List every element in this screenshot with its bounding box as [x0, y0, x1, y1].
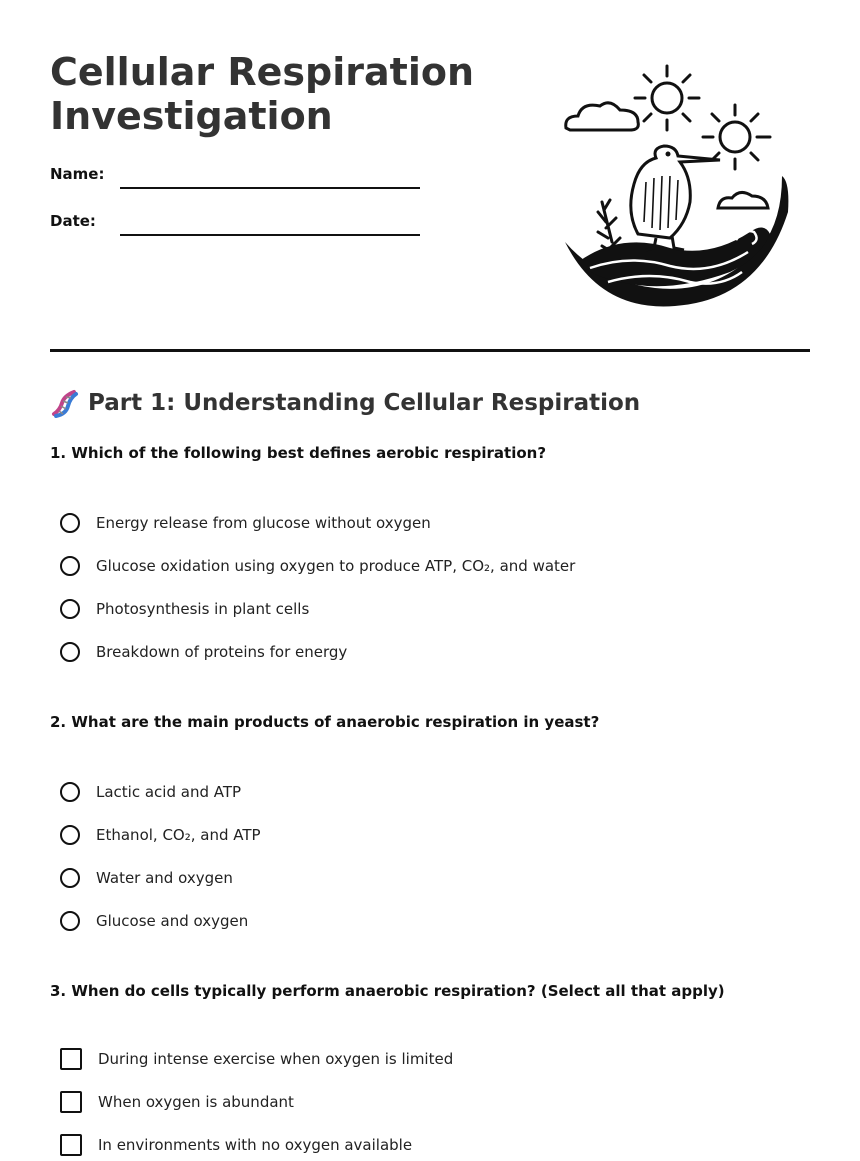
q1-option-1[interactable]	[60, 511, 431, 535]
radio-button[interactable]	[60, 642, 80, 662]
page-title	[50, 50, 490, 138]
section-divider	[50, 349, 810, 352]
question-3-text: 3. When do cells typically perform anaerobic respiration? (Select all that apply)	[50, 982, 725, 1000]
radio-button[interactable]	[60, 513, 80, 533]
name-field[interactable]	[120, 187, 420, 189]
radio-button[interactable]	[60, 556, 80, 576]
radio-button[interactable]	[60, 782, 80, 802]
option-label: Water and oxygen	[96, 869, 233, 887]
section-title-part-1	[50, 388, 640, 418]
q1-option-2[interactable]	[60, 554, 575, 578]
option-label: During intense exercise when oxygen is limited	[98, 1050, 454, 1068]
checkbox[interactable]	[60, 1134, 82, 1156]
section-title-text: Part 1: Understanding Cellular Respiration	[88, 390, 641, 416]
radio-button[interactable]	[60, 868, 80, 888]
option-label: Energy release from glucose without oxygen	[96, 514, 431, 532]
option-label: Glucose oxidation using oxygen to produce ATP, CO₂, and water	[96, 557, 576, 575]
checkbox[interactable]	[60, 1091, 82, 1113]
q1-option-4[interactable]	[60, 640, 347, 664]
q2-option-2[interactable]	[60, 823, 261, 847]
radio-button[interactable]	[60, 911, 80, 931]
q2-option-1[interactable]	[60, 780, 241, 804]
checkbox[interactable]	[60, 1048, 82, 1070]
q3-option-1[interactable]	[60, 1047, 453, 1071]
radio-button[interactable]	[60, 599, 80, 619]
option-label: Ethanol, CO₂, and ATP	[96, 826, 261, 844]
q3-option-3[interactable]	[60, 1133, 412, 1157]
option-label: In environments with no oxygen available	[98, 1136, 413, 1154]
option-label: Glucose and oxygen	[96, 912, 249, 930]
q3-option-2[interactable]	[60, 1090, 294, 1114]
name-label: Name:	[50, 165, 105, 183]
dna-icon	[50, 388, 80, 418]
option-label: Breakdown of proteins for energy	[96, 643, 348, 661]
bird-on-waves-sun-logo-icon	[560, 62, 796, 312]
q2-option-4[interactable]	[60, 909, 248, 933]
q1-option-3[interactable]	[60, 597, 309, 621]
option-label: Lactic acid and ATP	[96, 783, 242, 801]
option-label: When oxygen is abundant	[98, 1093, 294, 1111]
title-line-1: Cellular Respiration	[50, 50, 475, 94]
date-field[interactable]	[120, 234, 420, 236]
question-2-text: 2. What are the main products of anaerobic respiration in yeast?	[50, 713, 600, 731]
option-label: Photosynthesis in plant cells	[96, 600, 310, 618]
title-line-2: Investigation	[50, 94, 333, 138]
radio-button[interactable]	[60, 825, 80, 845]
date-label: Date:	[50, 212, 96, 230]
q2-option-3[interactable]	[60, 866, 233, 890]
question-1-text: 1. Which of the following best defines aerobic respiration?	[50, 444, 547, 462]
